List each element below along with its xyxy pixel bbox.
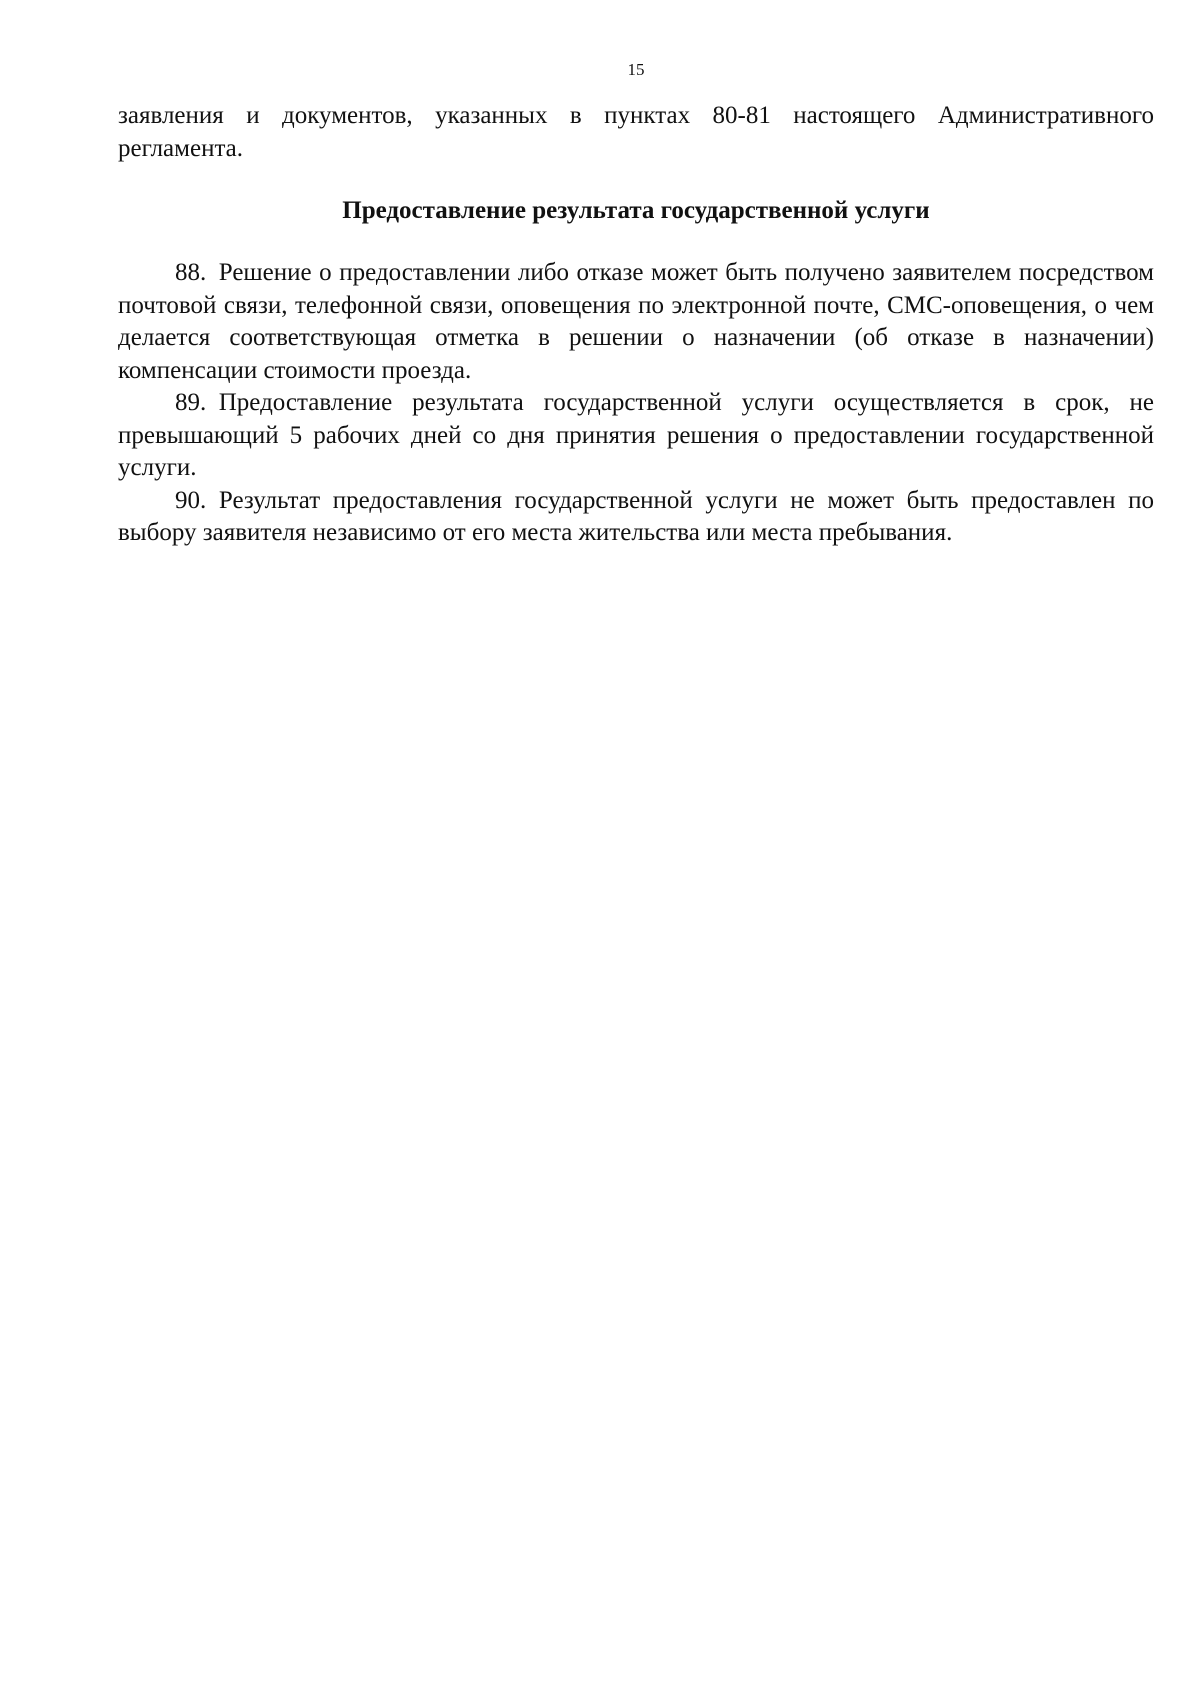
paragraph-89: 89. Предоставление результата государственной услуги осуществляется в срок, не превышающий 5 рабочих дней со дня принятия решения о предоставлении государственной услуги.	[118, 389, 1154, 481]
paragraph-88: 88. Решение о предоставлении либо отказе может быть получено заявителем посредством почтовой связи, телефонной связи, оповещения по электронной почте, СМС-оповещения, о чем делается соответствующая отметка в решении о назначении (об отказе в назначении) компенсации стоимости проезда.	[118, 259, 1154, 384]
continued-paragraph: заявления и документов, указанных в пунктах 80-81 настоящего Административного регламента.	[118, 102, 1154, 162]
page-number: 15	[627, 60, 645, 79]
paragraph-90: 90. Результат предоставления государственной услуги не может быть предоставлен по выбору заявителя независимо от его места жительства или места пребывания.	[118, 486, 1154, 546]
document-page	[118, 60, 1154, 550]
section-heading: Предоставление результата государственной услуги	[342, 197, 930, 224]
